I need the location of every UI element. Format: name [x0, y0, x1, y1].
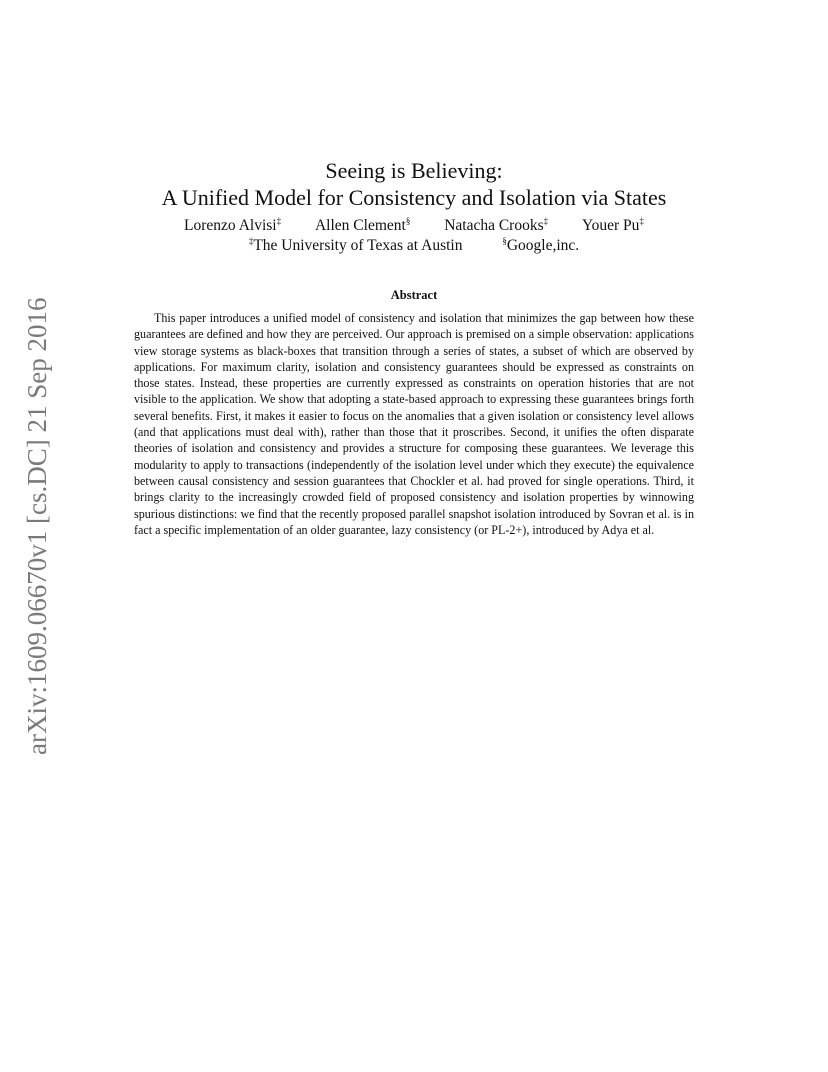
arxiv-side-stamp: [20, 285, 54, 755]
author: Lorenzo Alvisi‡: [184, 216, 282, 234]
affiliation: §Google,inc.: [502, 236, 580, 254]
paper-title: [0, 157, 828, 211]
affiliation-list: [0, 236, 828, 256]
title-line-1: Seeing is Believing:: [325, 158, 503, 183]
author-list: [0, 216, 828, 236]
arxiv-identifier: arXiv:1609.06670v1 [cs.DC] 21 Sep 2016: [22, 297, 52, 755]
author: Allen Clement§: [314, 216, 411, 234]
author: Natacha Crooks‡: [444, 216, 549, 234]
title-line-2: A Unified Model for Consistency and Isolation via States: [161, 185, 667, 210]
abstract-text: This paper introduces a unified model of consistency and isolation that minimizes the gap between how these guarantees are defined and how they are perceived. Our approach is premised on a simple observation: applications view storage systems as black-boxes that transition through a series of states, a subset of which are observed by applications. For maximum clarity, isolation and consistency guarantees should be expressed as constraints on those states. Instead, these properties are currently expressed as constraints on operation histories that are not visible to the application. We show that adopting a state-based approach to expressing these guarantees brings forth several benefits. First, it makes it easier to focus on the anomalies that a given isolation or consistency level allows (and that applications must deal with), rather than those that it proscribes. Second, it unifies the often disparate theories of isolation and consistency and provides a structure for composing these guarantees. We leverage this modularity to apply to transactions (independently of the isolation level under which they execute) the equivalence between causal consistency and session guarantees that Chockler et al. had proved for single operations. Third, it brings clarity to the increasingly crowded field of proposed consistency and isolation properties by winnowing spurious distinctions: we find that the recently proposed parallel snapshot isolation introduced by Sovran et al. is in fact a specific implementation of an older guarantee, lazy consistency (or PL-2+), introduced by Adya et al.: [134, 311, 694, 537]
abstract-heading: Abstract: [390, 288, 438, 302]
affiliation: ‡The University of Texas at Austin: [248, 236, 463, 254]
author: Youer Pu‡: [582, 216, 644, 234]
